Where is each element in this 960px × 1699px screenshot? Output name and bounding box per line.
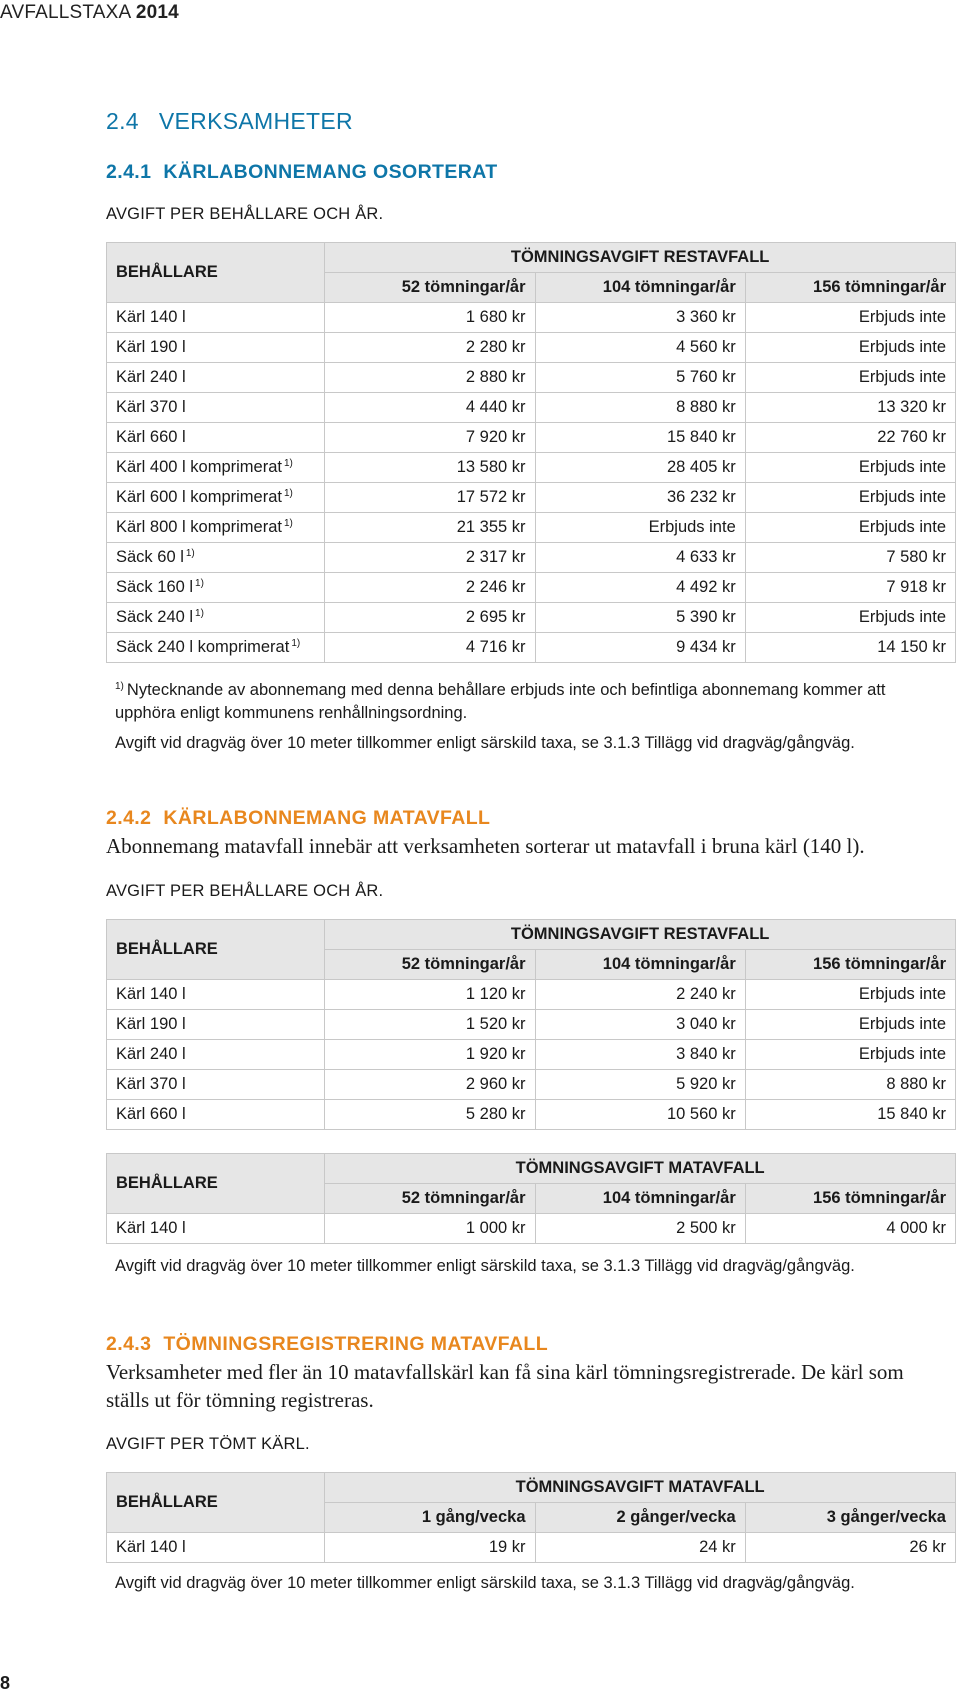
table-header-row	[107, 243, 956, 273]
fee-value-cell: Erbjuds inte	[745, 453, 955, 483]
fee-value-cell: 9 434 kr	[535, 633, 745, 663]
fee-value-cell: Erbjuds inte	[745, 980, 955, 1010]
footnote-ref: 1)	[185, 548, 195, 559]
s1-title: KÄRLABONNEMANG OSORTERAT	[163, 161, 498, 183]
fee-value-cell: 3 360 kr	[535, 303, 745, 333]
container-name: Kärl 140 l	[116, 1219, 186, 1237]
s3-heading	[106, 1333, 548, 1356]
container-name-cell	[107, 543, 325, 573]
fee-value-cell: Erbjuds inte	[745, 1010, 955, 1040]
table-row	[107, 980, 956, 1010]
running-head	[0, 2, 179, 24]
fee-value-cell: 15 840 kr	[535, 423, 745, 453]
fee-value-cell: 13 320 kr	[745, 393, 955, 423]
fee-value-cell: 28 405 kr	[535, 453, 745, 483]
container-name-cell	[107, 333, 325, 363]
container-name: Säck 240 l	[116, 608, 194, 626]
fee-value-cell: 26 kr	[745, 1533, 955, 1563]
fee-value-cell: Erbjuds inte	[745, 303, 955, 333]
table-header-row	[107, 920, 956, 950]
s2-drag-note: Avgift vid dragväg över 10 meter tillkommer enligt särskild taxa, se 3.1.3 Tillägg vid dragväg/gångväg.	[115, 1257, 855, 1275]
container-name-cell	[107, 633, 325, 663]
fee-group-header: TÖMNINGSAVGIFT RESTAVFALL	[325, 243, 956, 273]
page-number: 8	[0, 1673, 11, 1693]
s3-number: 2.4.3	[106, 1333, 152, 1355]
table-row	[107, 1070, 956, 1100]
fee-value-cell: Erbjuds inte	[745, 363, 955, 393]
fee-value-cell: Erbjuds inte	[745, 483, 955, 513]
fee-value-cell: 3 840 kr	[535, 1040, 745, 1070]
frequency-column-header: 104 tömningar/år	[535, 950, 745, 980]
table-row	[107, 513, 956, 543]
s2-intro: Abonnemang matavfall innebär att verksamheten sorterar ut matavfall i bruna kärl (140 l).	[106, 834, 865, 858]
fee-value-cell: 17 572 kr	[325, 483, 535, 513]
container-name-cell	[107, 363, 325, 393]
fee-group-header: TÖMNINGSAVGIFT MATAVFALL	[325, 1473, 956, 1503]
s3-title: TÖMNINGSREGISTRERING MATAVFALL	[163, 1333, 549, 1355]
fee-value-cell: 4 492 kr	[535, 573, 745, 603]
fee-value-cell: 2 240 kr	[535, 980, 745, 1010]
container-name: Säck 240 l komprimerat	[116, 638, 290, 656]
footnote-text: Nytecknande av abonnemang med denna behållare erbjuds inte och befintliga abonnemang kommer att upphöra enligt kommunens renhållningsordning.	[115, 681, 886, 722]
fee-value-cell: Erbjuds inte	[535, 513, 745, 543]
frequency-column-header: 52 tömningar/år	[325, 273, 535, 303]
fee-value-cell: Erbjuds inte	[745, 513, 955, 543]
container-name-cell	[107, 1070, 325, 1100]
fee-value-cell: 2 695 kr	[325, 603, 535, 633]
fee-value-cell: 4 560 kr	[535, 333, 745, 363]
fee-value-cell: 4 440 kr	[325, 393, 535, 423]
container-name-cell	[107, 980, 325, 1010]
fee-group-header: TÖMNINGSAVGIFT RESTAVFALL	[325, 920, 956, 950]
fee-value-cell: 36 232 kr	[535, 483, 745, 513]
fee-value-cell: 13 580 kr	[325, 453, 535, 483]
container-name: Kärl 140 l	[116, 1538, 186, 1556]
container-name-cell	[107, 483, 325, 513]
s2-title: KÄRLABONNEMANG MATAVFALL	[163, 807, 491, 829]
container-name-cell	[107, 603, 325, 633]
container-name: Kärl 140 l	[116, 985, 186, 1003]
footnote-ref: 1)	[195, 578, 204, 589]
table-row	[107, 333, 956, 363]
frequency-column-header: 156 tömningar/år	[745, 273, 955, 303]
table-row	[107, 1100, 956, 1130]
container-name: Kärl 660 l	[116, 428, 186, 446]
s1-drag-note: Avgift vid dragväg över 10 meter tillkommer enligt särskild taxa, se 3.1.3 Tillägg vid dragväg/gångväg.	[115, 734, 855, 752]
fee-value-cell: 2 880 kr	[325, 363, 535, 393]
container-name: Kärl 370 l	[116, 1075, 186, 1093]
fee-value-cell: 8 880 kr	[745, 1070, 955, 1100]
fee-value-cell: 1 920 kr	[325, 1040, 535, 1070]
container-name-cell	[107, 573, 325, 603]
table-row	[107, 483, 956, 513]
fee-value-cell: 22 760 kr	[745, 423, 955, 453]
s2-restavfall-table	[106, 919, 956, 1130]
frequency-column-header: 156 tömningar/år	[745, 1184, 955, 1214]
s1-footnote	[115, 675, 935, 725]
footnote-mark: 1)	[115, 681, 124, 692]
fee-value-cell: 2 280 kr	[325, 333, 535, 363]
fee-value-cell: 7 920 kr	[325, 423, 535, 453]
container-name: Säck 60 l	[116, 548, 184, 566]
container-name-cell	[107, 1010, 325, 1040]
container-name-cell	[107, 513, 325, 543]
fee-value-cell: 8 880 kr	[535, 393, 745, 423]
table-header-row	[107, 1473, 956, 1503]
fee-value-cell: 2 317 kr	[325, 543, 535, 573]
table-row	[107, 1533, 956, 1563]
fee-value-cell: 15 840 kr	[745, 1100, 955, 1130]
container-name: Kärl 800 l komprimerat	[116, 518, 282, 536]
footnote-ref: 1)	[195, 608, 204, 619]
frequency-column-header: 104 tömningar/år	[535, 273, 745, 303]
container-name: Kärl 140 l	[116, 308, 186, 326]
s1-fee-table	[106, 242, 956, 663]
running-head-title: AVFALLSTAXA	[0, 2, 131, 23]
table-row	[107, 303, 956, 333]
footnote-ref: 1)	[283, 458, 293, 469]
fee-value-cell: 2 246 kr	[325, 573, 535, 603]
table-row	[107, 543, 956, 573]
container-name: Kärl 600 l komprimerat	[116, 488, 282, 506]
container-name-cell	[107, 1040, 325, 1070]
fee-value-cell: 2 960 kr	[325, 1070, 535, 1100]
frequency-column-header: 2 gånger/vecka	[535, 1503, 745, 1533]
table-row	[107, 1214, 956, 1244]
table-row	[107, 573, 956, 603]
fee-value-cell: 5 280 kr	[325, 1100, 535, 1130]
frequency-column-header: 1 gång/vecka	[325, 1503, 535, 1533]
container-name-cell	[107, 393, 325, 423]
fee-value-cell: 19 kr	[325, 1533, 535, 1563]
s3-intro: Verksamheter med fler än 10 matavfallskärl kan få sina kärl tömningsregistrerade. De kärl som ställs ut för tömning registreras.	[106, 1360, 904, 1412]
s1-heading	[106, 161, 498, 184]
fee-value-cell: 1 000 kr	[325, 1214, 535, 1244]
fee-value-cell: 10 560 kr	[535, 1100, 745, 1130]
container-name-cell	[107, 453, 325, 483]
fee-value-cell: 5 920 kr	[535, 1070, 745, 1100]
section-heading	[106, 108, 353, 135]
container-name: Kärl 190 l	[116, 338, 186, 356]
container-name-cell	[107, 1100, 325, 1130]
fee-value-cell: 4 000 kr	[745, 1214, 955, 1244]
frequency-column-header: 104 tömningar/år	[535, 1184, 745, 1214]
frequency-column-header: 156 tömningar/år	[745, 950, 955, 980]
s1-number: 2.4.1	[106, 161, 152, 183]
frequency-column-header: 3 gånger/vecka	[745, 1503, 955, 1533]
fee-value-cell: 24 kr	[535, 1533, 745, 1563]
container-name: Kärl 370 l	[116, 398, 186, 416]
container-column-header: BEHÅLLARE	[107, 1473, 325, 1533]
frequency-column-header: 52 tömningar/år	[325, 950, 535, 980]
fee-value-cell: 1 120 kr	[325, 980, 535, 1010]
container-name: Kärl 240 l	[116, 1045, 186, 1063]
s2-matavfall-table	[106, 1153, 956, 1244]
fee-value-cell: 1 520 kr	[325, 1010, 535, 1040]
table-row	[107, 603, 956, 633]
s2-heading	[106, 807, 490, 830]
fee-value-cell: 14 150 kr	[745, 633, 955, 663]
fee-value-cell: 7 918 kr	[745, 573, 955, 603]
footnote-ref: 1)	[283, 518, 293, 529]
container-name: Kärl 400 l komprimerat	[116, 458, 282, 476]
container-column-header: BEHÅLLARE	[107, 920, 325, 980]
s2-fee-label: AVGIFT PER BEHÅLLARE OCH ÅR.	[106, 882, 384, 900]
fee-value-cell: Erbjuds inte	[745, 333, 955, 363]
container-name-cell	[107, 1533, 325, 1563]
s3-drag-note: Avgift vid dragväg över 10 meter tillkommer enligt särskild taxa, se 3.1.3 Tillägg vid dragväg/gångväg.	[115, 1574, 855, 1592]
table-row	[107, 393, 956, 423]
container-column-header: BEHÅLLARE	[107, 1154, 325, 1214]
fee-value-cell: 3 040 kr	[535, 1010, 745, 1040]
table-header-row	[107, 1154, 956, 1184]
table-row	[107, 453, 956, 483]
s1-fee-label: AVGIFT PER BEHÅLLARE OCH ÅR.	[106, 205, 384, 223]
table-row	[107, 363, 956, 393]
fee-value-cell: 4 716 kr	[325, 633, 535, 663]
running-head-year: 2014	[135, 2, 179, 23]
container-name: Säck 160 l	[116, 578, 194, 596]
frequency-column-header: 52 tömningar/år	[325, 1184, 535, 1214]
s2-number: 2.4.2	[106, 807, 152, 829]
container-name-cell	[107, 1214, 325, 1244]
fee-value-cell: 4 633 kr	[535, 543, 745, 573]
table-row	[107, 423, 956, 453]
table-row	[107, 1010, 956, 1040]
container-column-header: BEHÅLLARE	[107, 243, 325, 303]
s3-fee-label: AVGIFT PER TÖMT KÄRL.	[106, 1435, 310, 1453]
table-row	[107, 1040, 956, 1070]
fee-value-cell: 21 355 kr	[325, 513, 535, 543]
s3-fee-table	[106, 1472, 956, 1563]
container-name-cell	[107, 423, 325, 453]
section-title: VERKSAMHETER	[158, 108, 353, 134]
container-name-cell	[107, 303, 325, 333]
fee-value-cell: 7 580 kr	[745, 543, 955, 573]
fee-value-cell: 5 760 kr	[535, 363, 745, 393]
container-name: Kärl 190 l	[116, 1015, 186, 1033]
table-row	[107, 633, 956, 663]
fee-value-cell: 2 500 kr	[535, 1214, 745, 1244]
container-name: Kärl 240 l	[116, 368, 186, 386]
fee-value-cell: 1 680 kr	[325, 303, 535, 333]
fee-group-header: TÖMNINGSAVGIFT MATAVFALL	[325, 1154, 956, 1184]
footnote-ref: 1)	[291, 638, 301, 649]
fee-value-cell: Erbjuds inte	[745, 1040, 955, 1070]
section-number: 2.4	[106, 108, 139, 134]
fee-value-cell: Erbjuds inte	[745, 603, 955, 633]
fee-value-cell: 5 390 kr	[535, 603, 745, 633]
container-name: Kärl 660 l	[116, 1105, 186, 1123]
footnote-ref: 1)	[283, 488, 293, 499]
